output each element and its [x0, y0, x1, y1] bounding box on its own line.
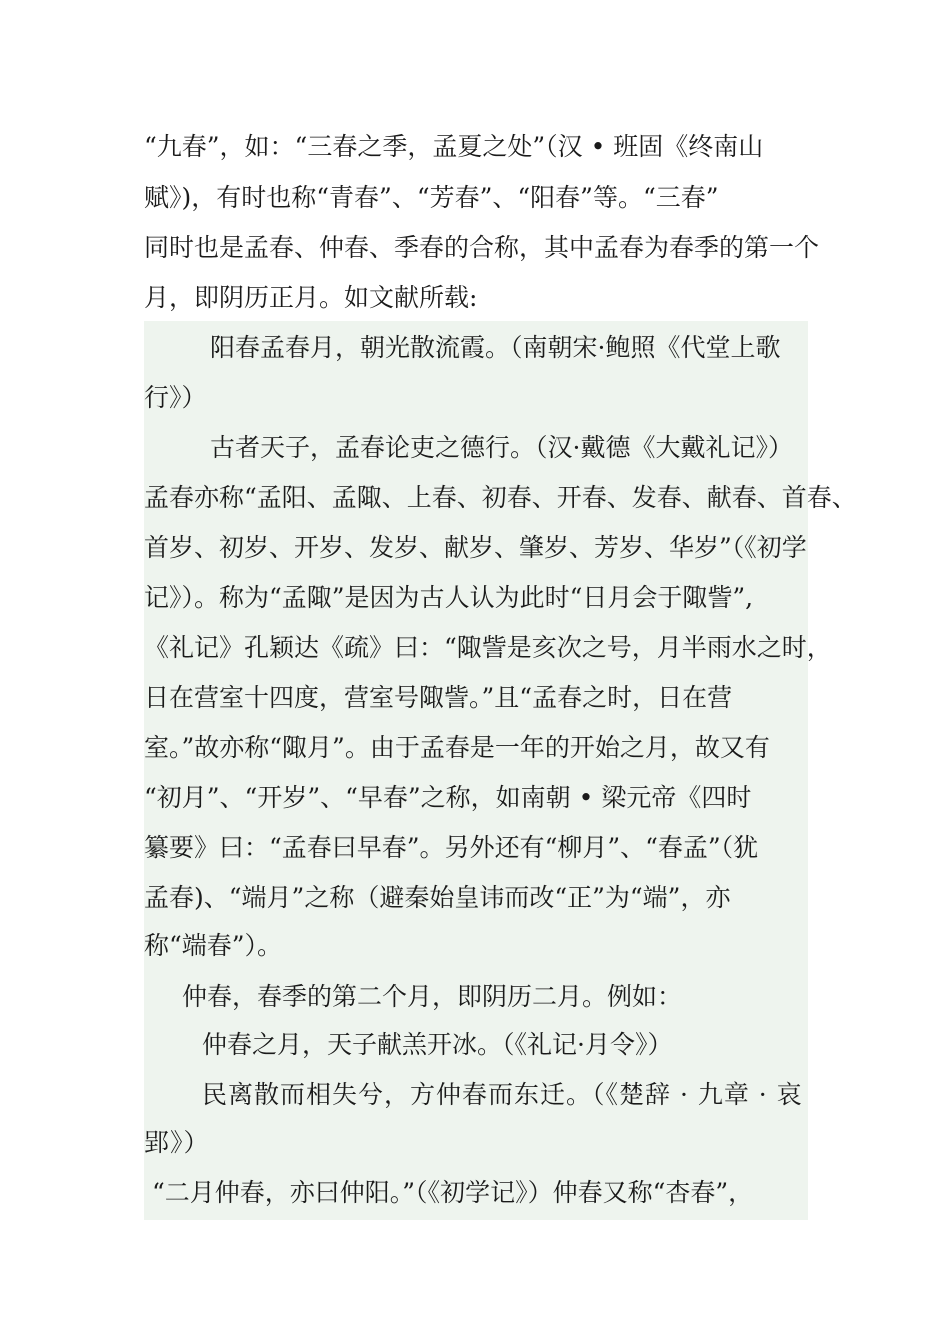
quote-line-4-cont: 郢》）: [144, 1128, 210, 1157]
text-line-15: 纂要》曰：“孟春曰早春”。另外还有“柳月”、“春孟”（犹: [144, 833, 759, 862]
text-line-17: 称“端春”）。: [144, 931, 283, 960]
text-line-10: 记》）。称为“孟陬”是因为古人认为此时“日月会于陬訾”,: [144, 583, 754, 612]
text-line-9: 首岁、初岁、开岁、发岁、献岁、肇岁、芳岁、华岁”（《初学: [144, 533, 807, 562]
quote-line-1: 阳春孟春月，朝光散流霞。（南朝宋·鲍照《代堂上歌: [210, 333, 781, 362]
quote-line-3: 仲春之月，天子献羔开冰。（《礼记·月令》）: [202, 1030, 673, 1059]
text-line-12: 日在营室十四度，营室号陬訾。”且“孟春之时，日在营: [144, 683, 733, 712]
text-line-8: 孟春亦称“孟阳、孟陬、上春、初春、开春、发春、献春、首春、: [144, 483, 857, 512]
text-line-2: 赋》)，有时也称“青春”、“芳春”、“阳春”等。“三春”: [144, 183, 719, 212]
text-line-1: “九春”，如：“三春之季，孟夏之处”（汉 • 班固《终南山: [144, 132, 764, 161]
text-line-16: 孟春)、“端月”之称（避秦始皇讳而改“正”为“端”，亦: [144, 883, 731, 912]
text-line-18: 仲春，春季的第二个月，即阴历二月。例如：: [182, 982, 683, 1011]
text-line-11: 《礼记》孔颖达《疏》曰：“陬訾是亥次之号，月半雨水之时，: [144, 633, 832, 662]
text-line-14: “初月”、“开岁”、“早春”之称，如南朝 • 梁元帝《四时: [144, 783, 752, 812]
text-line-13: 室。”故亦称“陬月”。由于孟春是一年的开始之月，故又有: [144, 733, 770, 762]
text-line-22: “二月仲春，亦曰仲阳。”（《初学记》）仲春又称“杏春”，: [152, 1178, 754, 1207]
quote-line-2: 古者天子，孟春论吏之德行。（汉·戴德《大戴礼记》）: [210, 433, 793, 462]
text-line-3: 同时也是孟春、仲春、季春的合称，其中孟春为春季的第一个: [144, 233, 820, 262]
quote-line-4: 民离散而相失兮，方仲春而东迁。（《楚辞 · 九章 · 哀: [202, 1080, 803, 1109]
quote-line-1-cont: 行》）: [144, 383, 207, 412]
text-line-4: 月，即阴历正月。如文献所载:: [144, 283, 478, 312]
